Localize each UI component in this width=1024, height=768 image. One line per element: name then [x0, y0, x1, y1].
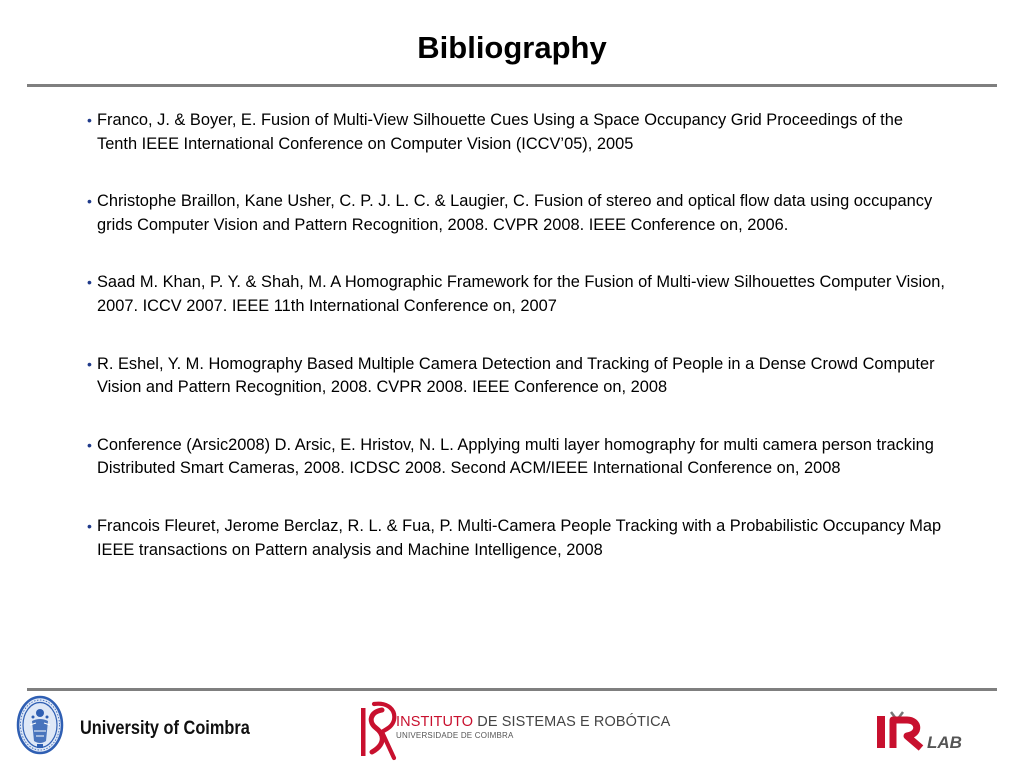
bullet-icon: • [87, 355, 92, 372]
list-item [87, 190, 947, 237]
reference-text: Christophe Braillon, Kane Usher, C. P. J. L. C. & Laugier, C. Fusion of stereo and optical flow data using occupancy grids Computer Vision and Pattern Recognition, 2008. CVPR 2008. IEEE Conference on, 2006. [97, 192, 933, 234]
bibliography-list [87, 109, 947, 596]
reference-text: R. Eshel, Y. M. Homography Based Multiple Camera Detection and Tracking of People in a Dense Crowd Computer Vision and Pattern Recognition, 2008. CVPR 2008. IEEE Conference on, 2008 [97, 354, 935, 397]
reference-text: Francois Fleuret, Jerome Berclaz, R. L. & Fua, P. Multi-Camera People Tracking with a Probabilistic Occupancy Map IEEE transactions on Pattern analysis and Machine Intelligence, 2008 [97, 516, 942, 559]
isr-name-instituto: INSTITUTO [396, 714, 474, 730]
list-item [87, 353, 947, 400]
irlab-logo-icon [875, 706, 987, 754]
university-seal-icon [16, 695, 64, 755]
isr-name [396, 714, 670, 731]
bullet-icon: • [87, 274, 92, 291]
reference-text: Franco, J. & Boyer, E. Fusion of Multi-View Silhouette Cues Using a Space Occupancy Grid Proceedings of the Tenth IEEE International Conference on Computer Vision (ICCV’05), 2005 [97, 111, 903, 153]
list-item [87, 515, 947, 562]
lab-text: LAB [927, 733, 962, 752]
title-divider [27, 84, 997, 87]
list-item [87, 109, 947, 156]
isr-subtitle: UNIVERSIDADE DE COIMBRA [396, 731, 514, 740]
bullet-icon: • [87, 193, 92, 210]
page-title: Bibliography [417, 30, 607, 65]
isr-name-rest: DE SISTEMAS E ROBÓTICA [473, 714, 671, 730]
reference-text: Conference (Arsic2008) D. Arsic, E. Hristov, N. L. Applying multi layer homography for multi camera person tracking Distributed Smart Cameras, 2008. ICDSC 2008. Second ACM/IEEE International Conference on, 2008 [97, 435, 934, 478]
bullet-icon: • [87, 112, 92, 128]
bullet-icon: • [87, 436, 92, 453]
isr-logo-icon [358, 700, 398, 762]
list-item [87, 271, 947, 318]
bullet-icon: • [87, 517, 92, 534]
university-name: University of Coimbra [80, 718, 250, 739]
footer-divider [27, 688, 997, 691]
isr-logo-text [396, 714, 670, 741]
reference-text: Saad M. Khan, P. Y. & Shah, M. A Homographic Framework for the Fusion of Multi-view Silhouettes Computer Vision, 2007. ICCV 2007. IEEE 11th International Conference on, 2007 [97, 273, 945, 315]
list-item [87, 434, 947, 481]
